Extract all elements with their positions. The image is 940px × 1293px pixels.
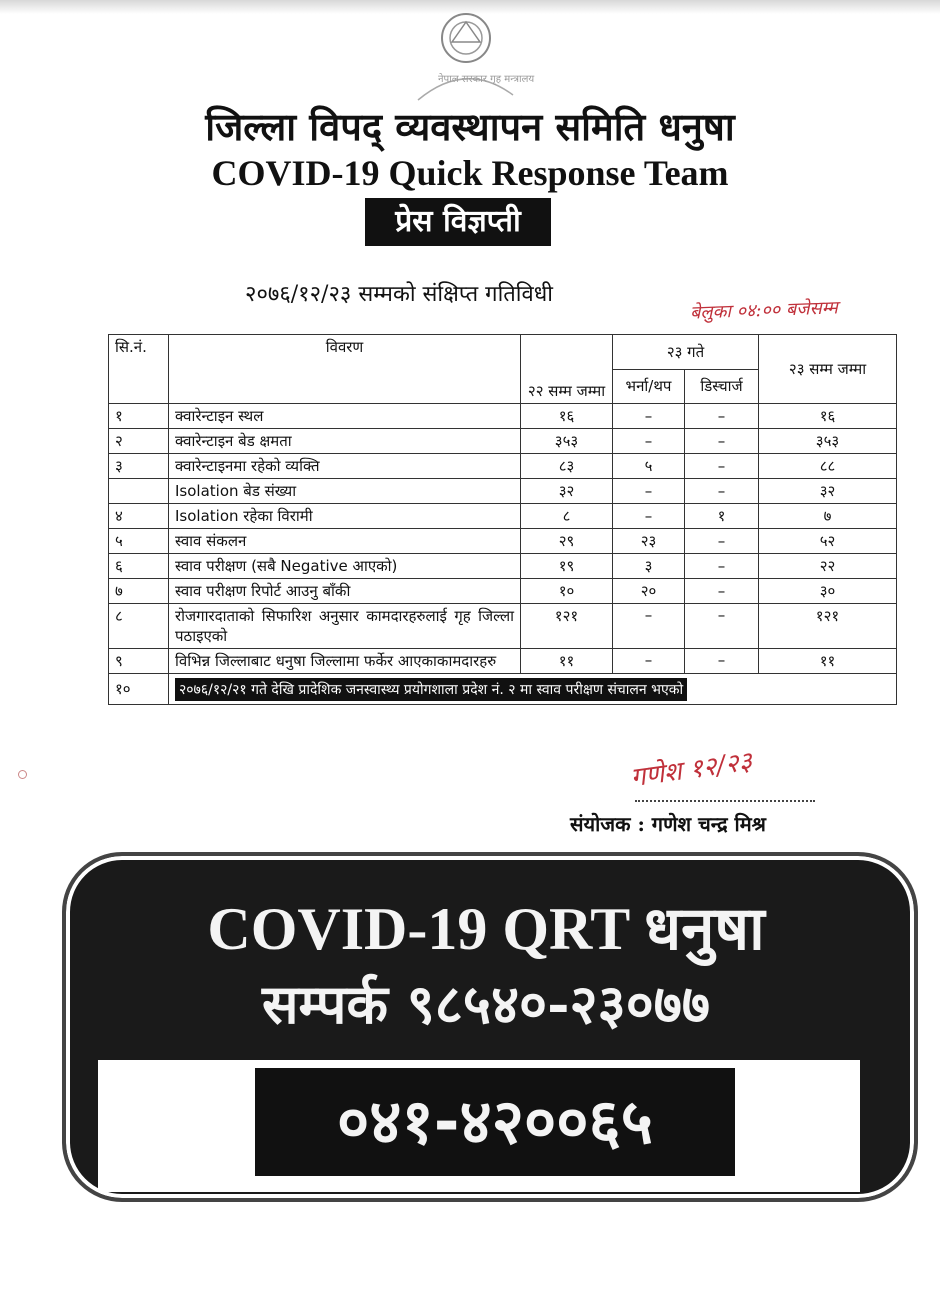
team-title: COVID-19 Quick Response Team <box>211 153 729 193</box>
row-total-23: २२ <box>759 554 897 579</box>
row-admitted: – <box>613 504 685 529</box>
row-admitted: – <box>613 429 685 454</box>
row-discharge: – <box>685 554 759 579</box>
row-sn: ५ <box>109 529 169 554</box>
row-admitted: २० <box>613 579 685 604</box>
row-sn <box>109 479 169 504</box>
row-total-23: ७ <box>759 504 897 529</box>
margin-mark <box>18 770 27 779</box>
row-sn: २ <box>109 429 169 454</box>
row-discharge: – <box>685 604 759 649</box>
row-description: स्वाव परीक्षण (सबै Negative आएको) <box>169 554 521 579</box>
row-discharge: – <box>685 579 759 604</box>
header-total-23: २३ सम्म जम्मा <box>759 335 897 404</box>
row-total-22: २९ <box>521 529 613 554</box>
row-description: Isolation रहेका विरामी <box>169 504 521 529</box>
row-total-23: ३२ <box>759 479 897 504</box>
table-row <box>109 604 897 649</box>
row-description: विभिन्न जिल्लाबाट धनुषा जिल्लामा फर्केर आएकाकामदारहरु <box>169 649 521 674</box>
table-row <box>109 649 897 674</box>
row-total-22: ८ <box>521 504 613 529</box>
row-total-23: ३० <box>759 579 897 604</box>
header-description: विवरण <box>169 335 521 404</box>
row-admitted: २३ <box>613 529 685 554</box>
row-total-22: ८३ <box>521 454 613 479</box>
table-row <box>109 674 897 705</box>
row-total-22: १६ <box>521 404 613 429</box>
row-description: Isolation बेड संख्या <box>169 479 521 504</box>
row-description: रोजगारदाताको सिफारिश अनुसार कामदारहरुलाई गृह जिल्ला पठाइएको <box>169 604 521 649</box>
row-discharge: – <box>685 429 759 454</box>
header-sn: सि.नं. <box>109 335 169 404</box>
government-seal-logo <box>408 10 535 110</box>
row-sn: १० <box>109 674 169 705</box>
row-admitted: – <box>613 404 685 429</box>
row-admitted: ३ <box>613 554 685 579</box>
banner-title: COVID-19 QRT धनुषा <box>207 896 765 962</box>
seal-text: नेपाल सरकार गृह मन्त्रालय <box>438 74 535 85</box>
row-total-23: ३५३ <box>759 429 897 454</box>
row-total-23: १६ <box>759 404 897 429</box>
row-sn: ९ <box>109 649 169 674</box>
row-description: क्वारेन्टाइनमा रहेको व्यक्ति <box>169 454 521 479</box>
lab-note-cell <box>169 674 897 705</box>
row-admitted: – <box>613 604 685 649</box>
header-total-22: २२ सम्म जम्मा <box>521 335 613 404</box>
row-total-23: ८८ <box>759 454 897 479</box>
summary-subtitle: २०७६/१२/२३ सम्मको संक्षिप्त गतिविधी <box>245 282 553 307</box>
table-row <box>109 404 897 429</box>
row-sn: १ <box>109 404 169 429</box>
row-discharge: – <box>685 454 759 479</box>
banner-contact: सम्पर्क ९८५४०-२३०७७ <box>262 972 710 1036</box>
row-discharge: – <box>685 649 759 674</box>
row-discharge: – <box>685 479 759 504</box>
header-discharge: डिस्चार्ज <box>685 369 759 404</box>
table-row <box>109 504 897 529</box>
coordinator-name: संयोजक : गणेश चन्द्र मिश्र <box>570 812 766 836</box>
row-total-23: ११ <box>759 649 897 674</box>
table-row <box>109 429 897 454</box>
row-sn: ७ <box>109 579 169 604</box>
row-total-23: ५२ <box>759 529 897 554</box>
row-admitted: – <box>613 649 685 674</box>
row-description: क्वारेन्टाइन बेड क्षमता <box>169 429 521 454</box>
banner-phone: ०४१-४२००६५ <box>255 1068 735 1176</box>
table-row <box>109 579 897 604</box>
row-total-22: ३५३ <box>521 429 613 454</box>
row-discharge: १ <box>685 504 759 529</box>
row-sn: ३ <box>109 454 169 479</box>
handwritten-time-note: बेलुका ०४:०० बजेसम्म <box>689 297 839 324</box>
row-sn: ६ <box>109 554 169 579</box>
table-row <box>109 454 897 479</box>
header-admitted: भर्ना/थप <box>613 369 685 404</box>
row-description: स्वाव संकलन <box>169 529 521 554</box>
row-total-23: १२१ <box>759 604 897 649</box>
row-total-22: १२१ <box>521 604 613 649</box>
row-admitted: – <box>613 479 685 504</box>
activity-table <box>108 334 897 705</box>
table-row <box>109 529 897 554</box>
row-discharge: – <box>685 529 759 554</box>
row-discharge: – <box>685 404 759 429</box>
row-sn: ४ <box>109 504 169 529</box>
row-description: क्वारेन्टाइन स्थल <box>169 404 521 429</box>
row-admitted: ५ <box>613 454 685 479</box>
header-day-23: २३ गते <box>613 335 759 370</box>
row-total-22: ३२ <box>521 479 613 504</box>
handwritten-signature: गणेश १२/२३ <box>628 746 755 794</box>
table-row <box>109 554 897 579</box>
row-total-22: १० <box>521 579 613 604</box>
row-total-22: १९ <box>521 554 613 579</box>
lab-note-text: २०७६/१२/२१ गते देखि प्रादेशिक जनस्वास्थ्य प्रयोगशाला प्रदेश नं. २ मा स्वाव परीक्षण संचालन भएको <box>175 678 687 701</box>
row-description: स्वाव परीक्षण रिपोर्ट आउनु बाँकी <box>169 579 521 604</box>
signature-line <box>635 800 815 802</box>
row-total-22: ११ <box>521 649 613 674</box>
district-committee-title: जिल्ला विपद् व्यवस्थापन समिति धनुषा <box>205 104 735 149</box>
row-sn: ८ <box>109 604 169 649</box>
press-release-heading: प्रेस विज्ञप्ती <box>365 198 551 246</box>
table-row <box>109 479 897 504</box>
